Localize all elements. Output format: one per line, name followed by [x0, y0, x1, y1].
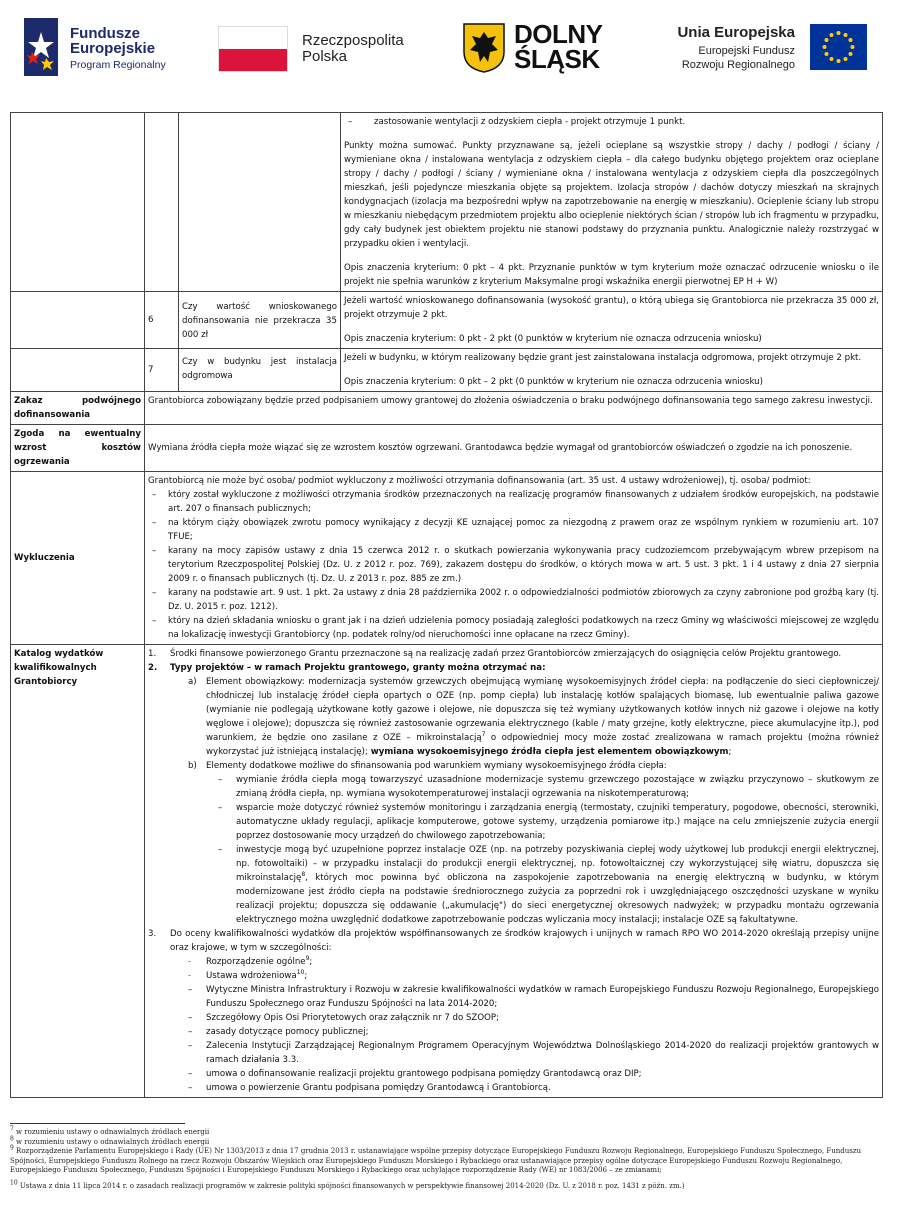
point-text: Typy projektów – w ramach Projektu grantowego, granty można otrzymać na: — [170, 663, 546, 673]
footnote-number: 10 — [10, 1179, 18, 1187]
ue-title: Unia Europejska — [677, 24, 795, 41]
rp-title-line1: Rzeczpospolita — [302, 32, 404, 49]
polish-flag-icon — [218, 26, 288, 72]
katalog-point-2 — [148, 661, 879, 675]
subpoint-letter: a) — [188, 677, 197, 687]
fundusze-europejskie-logo — [22, 14, 182, 82]
rp-title-line2: Polska — [302, 48, 348, 65]
subpoint-end: ; — [728, 747, 732, 757]
ds-title-line1: DOLNY — [514, 19, 603, 49]
table-row — [11, 472, 883, 645]
ue-subtitle-line1: Europejski Fundusz — [698, 45, 795, 57]
footnote-number: 7 — [10, 1125, 14, 1133]
rzeczpospolita-logo — [218, 14, 428, 82]
criterion-6-name: Czy wartość wnioskowanego dofinansowania nie przekracza 35 000 zł — [179, 292, 341, 349]
row-label-zakaz: Zakaz podwójnego dofinansowania — [11, 392, 145, 425]
criterion-6-number: 6 — [145, 292, 179, 349]
list-item: – Szczegółowy Opis Osi Priorytetowych oraz załącznik nr 7 do SZOOP; — [148, 1011, 879, 1025]
footnote-ref: 7 — [481, 731, 486, 739]
row-text-zakaz: Grantobiorca zobowiązany będzie przed podpisaniem umowy grantowej do złożenia oświadczenia o braku podwójnego dofinansowania tego samego zakresu inwestycji. — [145, 392, 883, 425]
footnote-number: 8 — [10, 1135, 14, 1143]
katalog-point-3 — [148, 927, 879, 955]
criterion-5-paragraph: Punkty można sumować. Punkty przyznawane są, jeżeli ocieplane są wszystkie stropy / dachy / podłogi / ściany / wymieniane okna / instalowana wentylacja z odzyskiem ciepła – dla całego budynku objętego projektem oraz ocieplane stropy / dachy / podłogi / ściany / wymieniane okna / instalowana wentylacja z odzyskiem ciepła dla poszczególnych mieszkań, jeśli pojedyncze mieszkania objęte są projektem. Izolacja stropów / dachów dotyczy mieszkań na skrajnych kondygnacjach (izolacja ma bezpośredni wpływ na zapotrzebowanie na energię w mieszkaniu). Ocieplenie ściany lub stropu w mieszkaniu niebędącym przedmiotem projektu albo ocieplenie niektórych ścian / stropów lub ich fragmentu w przypadku, gdy cały budynek jest obiektem projektu nie stanowi podstawy do przyznania punktu. Analogicznie należy rozstrzygać w przypadku okien i wentylacji. — [344, 141, 879, 249]
criteria-table — [10, 112, 883, 1098]
list-item-text-cont: , których moc powinna być obliczona na zaspokojenie zapotrzebowania na energię elektryczną w budynku, w którym modernizowane jest źródło ciepła na podstawie średniorocznego zużycia za poprzedni rok i uwzględniającego oszczędności uzyskane w wyniku realizacji projektu; dopuszcza się oddawanie („akumulację") do sieci energetycznej okresowych nadwyżek; w przypadku montażu ogrzewania elektrycznego można uwzględnić dodatkowe zapotrzebowanie podczas wyliczania mocy instalacji; instalacje OZE są fakultatywne. — [236, 873, 879, 925]
row-label-wykluczenia: Wykluczenia — [11, 472, 145, 645]
table-row — [11, 113, 883, 292]
law-item-end: ; — [304, 971, 308, 981]
criterion-6-text: Jeżeli wartość wnioskowanego dofinansowania (wysokość grantu), o którą ubiega się Grantobiorca nie przekracza 35 000 zł, projekt otrzymuje 2 pkt. — [344, 296, 879, 320]
point-number: 3. — [148, 929, 157, 939]
table-row — [11, 292, 883, 349]
ue-subtitle-line2: Rozwoju Regionalnego — [681, 59, 795, 71]
list-item — [148, 843, 879, 927]
footnote-8 — [10, 1135, 882, 1148]
list-item: – umowa o powierzenie Grantu podpisana pomiędzy Grantodawcą i Grantobiorcą. — [148, 1081, 879, 1095]
point-number: 2. — [148, 663, 158, 673]
list-item-text: inwestycje mogą być uzupełnione poprzez instalacje OZE (np. na potrzeby pozyskiwania ciepłej wody użytkowej lub produkcji energii elektrycznej, np. fotowoltaiki) – w przypadku instalacji do produkcji energii elektrycznej, np. fotowoltaicznej czy wykorzystującej siłę wiatru, dopuszcza się mikroinstalację — [236, 845, 879, 883]
eu-flag-icon — [810, 24, 867, 70]
list-item — [148, 969, 879, 983]
list-item: – Zalecenia Instytucji Zarządzającej Regionalnym Programem Operacyjnym Województwa Dolnośląskiego 2014-2020 do realizacji projektów grantowych w ramach działania 3.3. — [148, 1039, 879, 1067]
footnote-10 — [10, 1179, 882, 1192]
list-item — [148, 955, 879, 969]
table-row — [11, 425, 883, 472]
point-number: 1. — [148, 649, 157, 659]
subpoint-bold: wymiana wysokoemisyjnego źródła ciepła jest elementem obowiązkowym — [367, 747, 729, 757]
footnote-9 — [10, 1144, 882, 1176]
list-item: – który został wykluczone z możliwości otrzymania środków przeznaczonych na realizację programów finansowanych z udziałem środków europejskich, na podstawie art. 207 o finansach publicznych; — [148, 488, 879, 516]
criterion-6-description — [341, 292, 883, 349]
katalog-point-1 — [148, 647, 879, 661]
row-text-zgoda: Wymiana źródła ciepła może wiązać się ze wzrostem kosztów ogrzewani. Grantodawca będzie wymagał od grantobiorców oświadczeń o zgodzie na ich ponoszenie. — [145, 425, 883, 472]
footnote-divider — [10, 1123, 185, 1124]
list-item: – zasady dotyczące pomocy publicznej; — [148, 1025, 879, 1039]
law-item-text: Rozporządzenie ogólne — [206, 957, 306, 967]
subpoint-letter: b) — [188, 761, 197, 771]
table-row — [11, 645, 883, 1098]
list-item: – karany na mocy zapisów ustawy z dnia 15 czerwca 2012 r. o skutkach powierzania wykonywania pracy cudzoziemcom przebywającym wbrew przepisom na terytorium Rzeczpospolitej Polskiej (Dz. U. z 2012 r. poz. 769), zakazem dostępu do środków, o których mowa w art. 5 ust. 3 pkt. 1 i 4 ustawy z dnia 27 sierpnia 2009 r. o finansach publicznych (tj. Dz. U. z 2013 r. poz. 885 ze zm.) — [148, 544, 879, 586]
footnote-ref: 8 — [301, 871, 306, 879]
criterion-7-text: Jeżeli w budynku, w którym realizowany będzie grant jest zainstalowana instalacja odgromowa, projekt otrzymuje 2 pkt. — [344, 353, 862, 363]
unia-europejska-logo — [650, 14, 872, 82]
row-text-katalog — [145, 645, 883, 1098]
row-label-zgoda: Zgoda na ewentualny wzrost kosztów ogrzewania — [11, 425, 145, 472]
list-item: – Wytyczne Ministra Infrastruktury i Rozwoju w zakresie kwalifikowalności wydatków w ramach Europejskiego Funduszu Rozwoju Regionalnego, Europejskiego Funduszu Społecznego oraz Funduszu Spójności na lata 2014-2020; — [148, 983, 879, 1011]
list-item: – na którym ciąży obowiązek zwrotu pomocy wynikający z decyzji KE uznającej pomoc za niezgodną z prawem oraz ze wspólnym rynkiem w rozumieniu art. 107 TFUE; — [148, 516, 879, 544]
footnote-ref: 10 — [296, 969, 305, 977]
fe-title-line1: Fundusze — [70, 25, 140, 42]
footnote-ref: 9 — [305, 955, 310, 963]
criterion-5-opis: Opis znaczenia kryterium: 0 pkt – 4 pkt. Przyznanie punktów w tym kryterium może oznaczać odrzucenie wniosku o ile projekt nie spełnia warunków z kryterium Maksymalne progi wskaźnika energii pierwotnej EP H + W) — [344, 263, 879, 287]
criterion-5-description — [341, 113, 883, 292]
footnote-text: Ustawa z dnia 11 lipca 2014 r. o zasadach realizacji programów w zakresie polityki spójności finansowanych w perspektywie finansowej 2014-2020 (Dz. U. z 2018 r. poz. 1431 z późn. zm.) — [17, 1181, 685, 1190]
ds-title-line2: ŚLĄSK — [514, 44, 600, 74]
list-item: – który na dzień składania wniosku o grant jak i na dzień udzielenia pomocy posiadają zaległości podatkowych na rzecz Gminy wg właściwości miejscowej ze względu na lokalizację inwestycji Grantobiorcy (np. podatek rolny/od nieruchomości inne opłacane na rzecz Gminy). — [148, 614, 879, 642]
wykluczenia-intro: Grantobiorcą nie może być osoba/ podmiot wykluczony z możliwości otrzymania dofinansowania (art. 35 ust. 4 ustawy wdrożeniowej), tj. osoba/ podmiot: — [148, 476, 811, 486]
footnote-7 — [10, 1125, 882, 1138]
criterion-7-number: 7 — [145, 349, 179, 392]
katalog-subpoint-a — [148, 675, 879, 759]
footnote-text: w rozumieniu ustawy o odnawialnych źródłach energii — [13, 1128, 210, 1136]
law-item-text: Ustawa wdrożeniowa — [206, 971, 297, 981]
katalog-subpoint-b — [148, 759, 879, 773]
list-item: – zastosowanie wentylacji z odzyskiem ciepła - projekt otrzymuje 1 punkt. — [344, 115, 879, 129]
fe-star-icon — [24, 18, 58, 76]
row-label-katalog: Katalog wydatków kwalifikowalnych Grantobiorcy — [11, 645, 145, 1098]
criterion-7-opis: Opis znaczenia kryterium: 0 pkt – 2 pkt (0 punktów w kryterium nie oznacza odrzucenia wniosku) — [344, 377, 763, 387]
subpoint-text-cont: o odpowiedniej mocy może zostać zrealizowana w ramach projektu (można również wykorzystać już istniejącą instalację); — [206, 733, 879, 757]
law-item-end: ; — [309, 957, 313, 967]
fe-title-line2: Europejskie — [70, 40, 156, 57]
criterion-7-name: Czy w budynku jest instalacja odgromowa — [179, 349, 341, 392]
criterion-7-description — [341, 349, 883, 392]
subpoint-text: Elementy dodatkowe możliwe do sfinansowania pod warunkiem wymiany wysokoemisyjnego źródła ciepła: — [206, 761, 667, 771]
fe-subtitle: Program Regionalny — [70, 59, 166, 71]
list-item: – karany na podstawie art. 9 ust. 1 pkt. 2a ustawy z dnia 28 października 2002 r. o odpowiedzialności podmiotów zbiorowych za czyny zabronione pod groźbą kary (tj. Dz. U. 2015 r. poz. 1212). — [148, 586, 879, 614]
footnote-number: 9 — [10, 1144, 14, 1152]
row-text-wykluczenia — [145, 472, 883, 645]
criterion-6-opis: Opis znaczenia kryterium: 0 pkt - 2 pkt (0 punktów w kryterium nie oznacza odrzucenia wniosku) — [344, 334, 762, 344]
dolny-slask-logo — [462, 14, 622, 82]
footnote-text: Rozporządzenie Parlamentu Europejskiego i Rady (UE) Nr 1303/2013 z dnia 17 grudnia 2013 r. ustanawiające wspólne przepisy dotyczące Europejskiego Funduszu Rozwoju Regionalnego, Europejskiego Funduszu Społecznego, Funduszu Spójności, Europejskiego Funduszu Rolnego na rzecz Rozwoju Obszarów Wiejskich oraz Europejskiego Funduszu Morskiego i Rybackiego oraz ustanawiające przepisy ogólne dotyczące Europejskiego Funduszu Rozwoju Regionalnego, Europejskiego Funduszu Społecznego, Funduszu Spójności i Europejskiego Funduszu Morskiego i Rybackiego oraz uchylające rozporządzenie Rady (WE) nr 1083/2006 – ze zmianami; — [10, 1147, 862, 1174]
point-text: Środki finansowe powierzonego Grantu przeznaczone są na realizację zadań przez Grantobiorców zmierzających do osiągnięcia celów Projektu grantowego. — [170, 649, 842, 659]
footnote-text: w rozumieniu ustawy o odnawialnych źródłach energii — [13, 1137, 210, 1146]
footnotes — [10, 1125, 882, 1191]
point-text: Do oceny kwalifikowalności wydatków dla projektów współfinansowanych ze środków krajowych i unijnych w ramach RPO WO 2014-2020 określają przepisy unijne oraz krajowe, w tym w szczególności: — [170, 929, 879, 953]
subpoint-text: Element obowiązkowy: modernizacja systemów grzewczych obejmującą wymianę wysokoemisyjnych źródeł ciepła: na podłączenie do sieci ciepłowniczej/ chłodniczej lub instalację źródeł ciepła opartych o OZE (np. pomp ciepła) lub instalację kotłów spalających biomasę, lub ewentualnie paliwa gazowe (wymianie nie podlegają użytkowane kotły gazowe i olejowe, nie dopuszcza się też wymiany użytkowanych kotłów innych niż gazowe i olejowe na kotły węglowe i olejowe); dopuszcza się również zastosowanie ogrzewania elektrycznego (kable / maty grzejne, kotły elektryczne, piece akumulacyjne itp.), pod warunkiem, że będzie ono zasilane z OZE – mikroinstalacją — [206, 677, 879, 743]
table-row — [11, 392, 883, 425]
eagle-shield-icon — [462, 22, 506, 74]
list-item: – wsparcie może dotyczyć również systemów monitoringu i zarządzania energią (termostaty, czujniki temperatury, pogodowe, obecności, sterowniki, automatyczne układy regulacji, aplikacje komputerowe, gotowe systemy, urządzenia pomiarowe itp.) mające na celu zmniejszenie zużycia energii poprzez dostosowanie mocy urządzeń do chwilowego zapotrzebowania; — [148, 801, 879, 843]
list-item: – wymianie źródła ciepła mogą towarzyszyć uzasadnione modernizacje systemu grzewczego pozostające w związku przyczynowo – skutkowym ze zmianą źródła ciepła, np. wymiana wysokotemperaturowej instalacji ogrzewania na niskotemperaturową; — [148, 773, 879, 801]
list-item: – umowa o dofinansowanie realizacji projektu grantowego podpisana pomiędzy Grantodawcą oraz DIP; — [148, 1067, 879, 1081]
table-row — [11, 349, 883, 392]
logo-strip — [0, 14, 900, 82]
